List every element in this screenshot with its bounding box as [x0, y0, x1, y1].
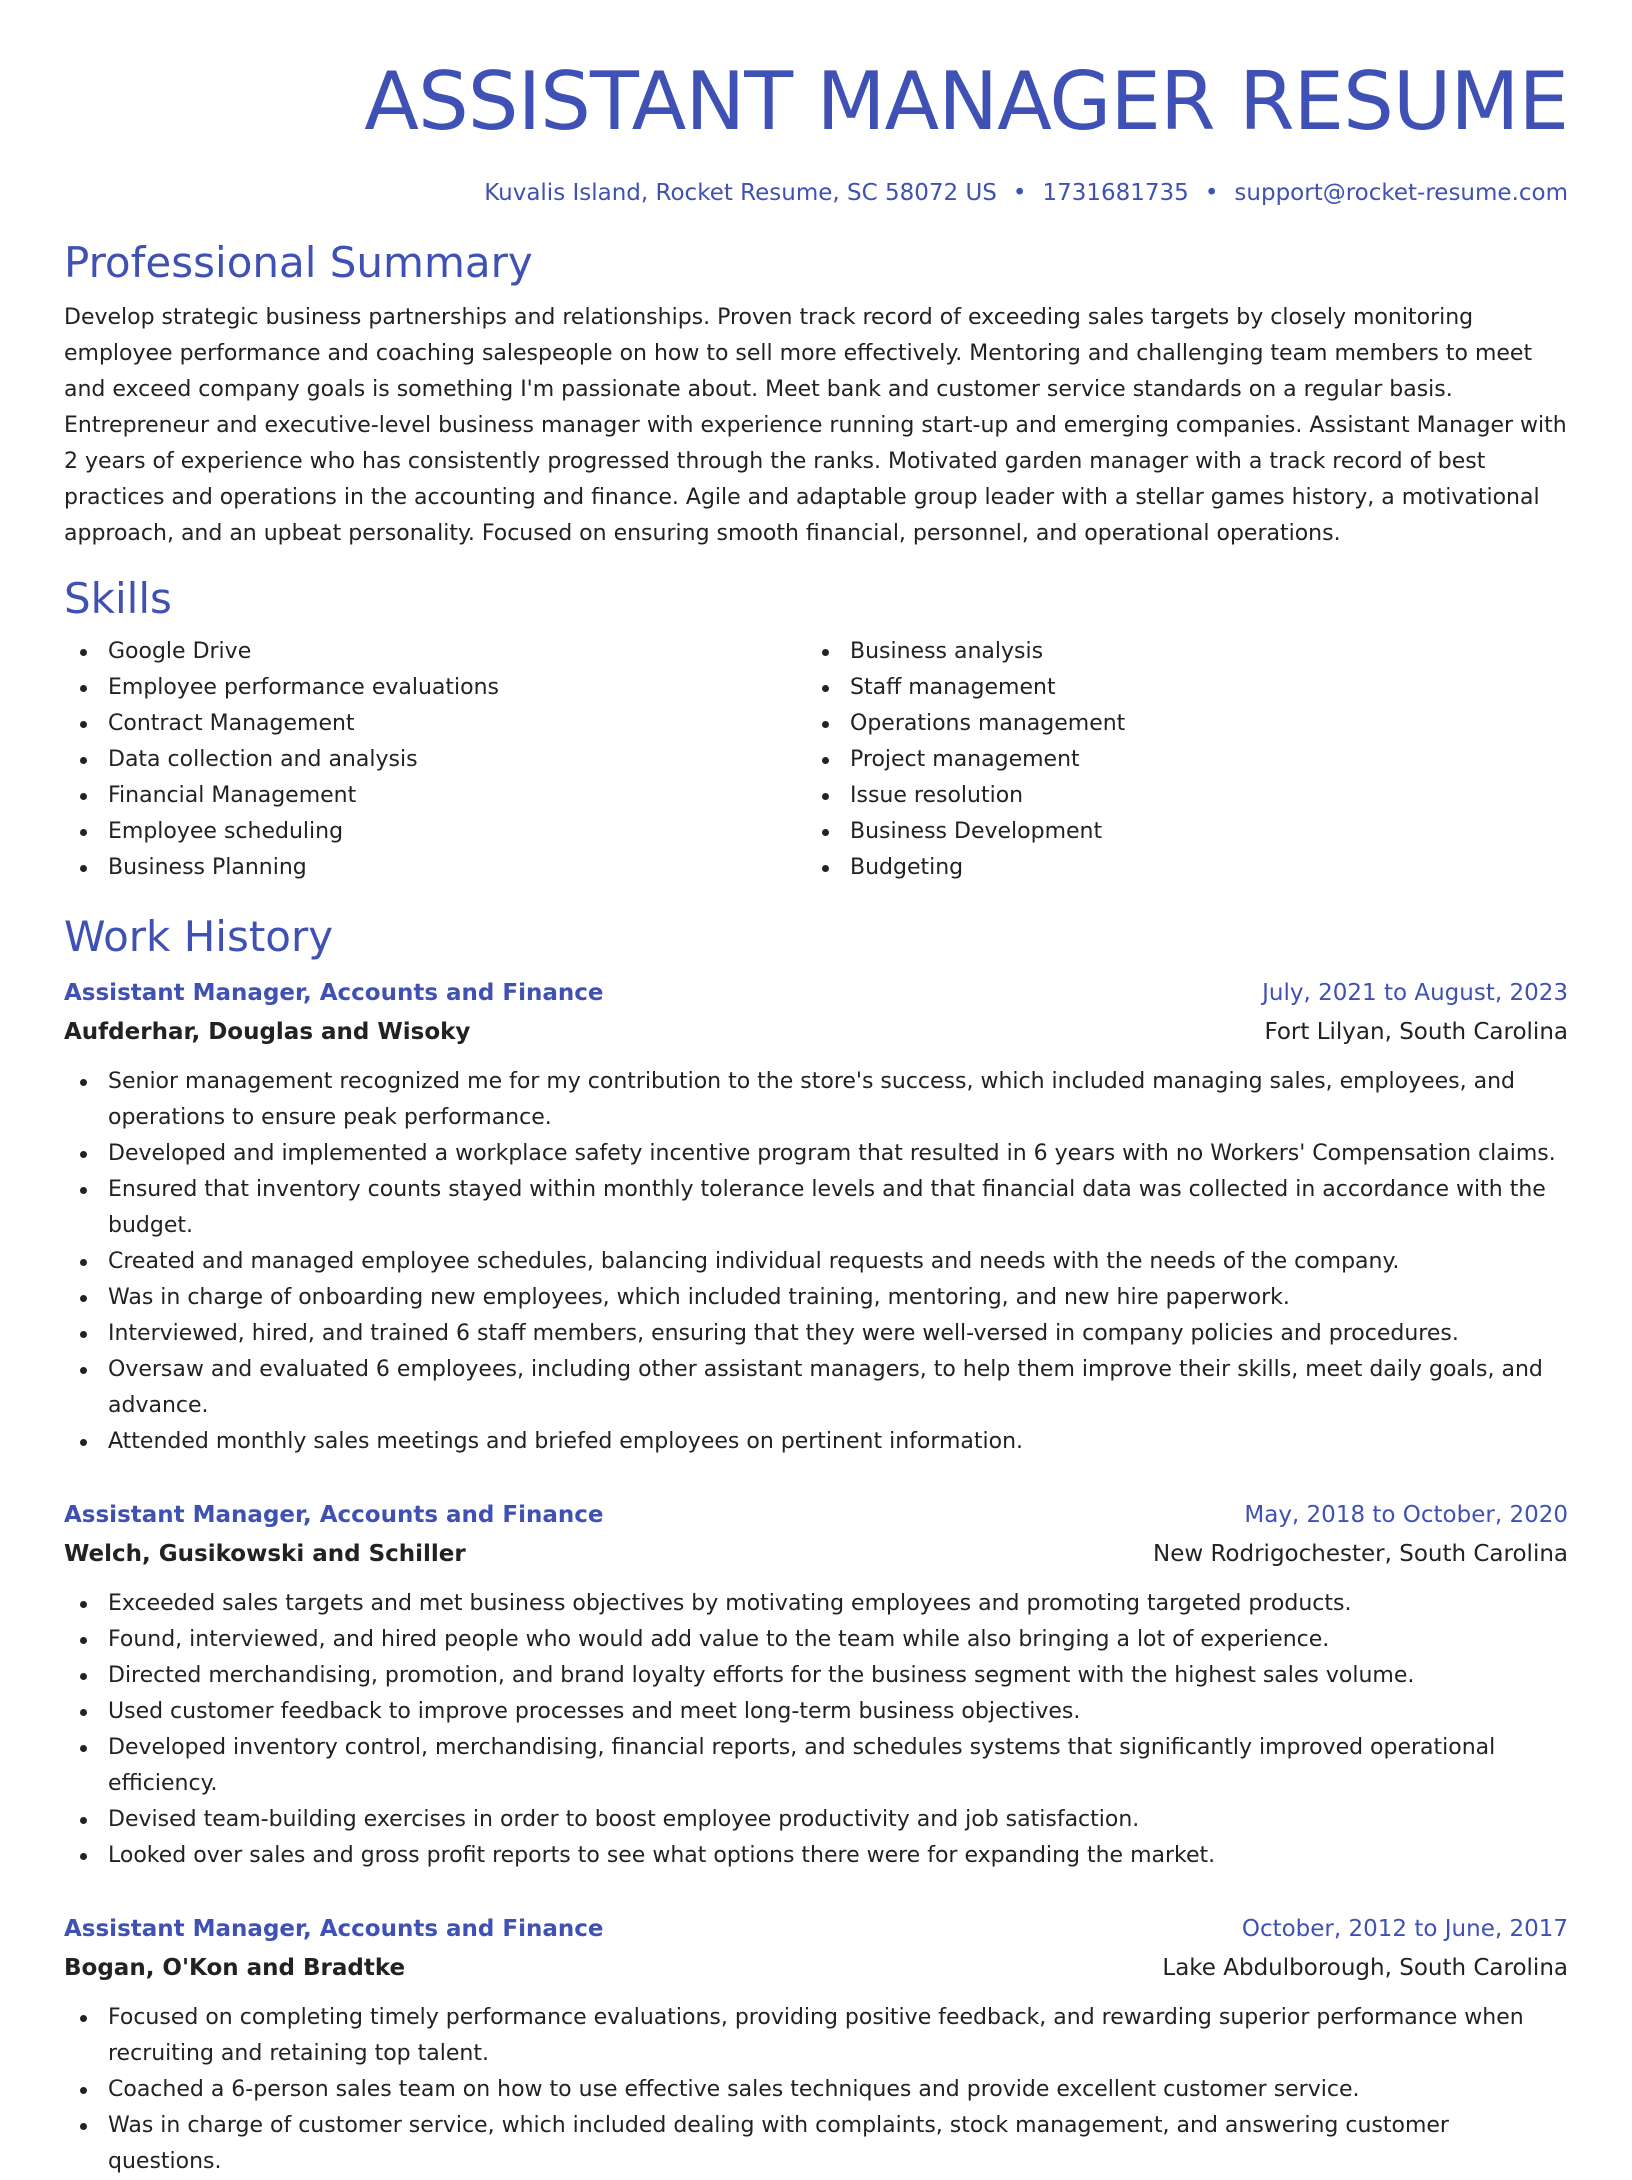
job-title-row [64, 1910, 1568, 1948]
skill-item: Data collection and analysis [64, 742, 806, 778]
skill-item: Google Drive [64, 634, 806, 670]
job-bullet: Was in charge of customer service, which included dealing with complaints, stock management, and answering customer questions. [64, 2108, 1568, 2180]
work-history-heading: Work History [64, 912, 334, 961]
job-bullet: Was in charge of onboarding new employees, which included training, mentoring, and new hire paperwork. [64, 1280, 1568, 1316]
skill-item: Project management [806, 742, 1548, 778]
job-bullets [64, 1064, 1568, 1460]
skill-item: Financial Management [64, 778, 806, 814]
skill-item: Issue resolution [806, 778, 1548, 814]
contact-separator: • [1012, 180, 1027, 206]
job-role: Assistant Manager, Accounts and Finance [64, 1916, 604, 1942]
skills-section [64, 572, 1568, 886]
job-bullet: Attended monthly sales meetings and briefed employees on pertinent information. [64, 1424, 1568, 1460]
resume-page [64, 0, 1568, 2180]
skills-heading: Skills [64, 574, 172, 623]
job-location: Fort Lilyan, South Carolina [1264, 1019, 1568, 1045]
job-title-row [64, 1496, 1568, 1534]
job-dates: July, 2021 to August, 2023 [1262, 980, 1568, 1006]
job-bullet: Found, interviewed, and hired people who would add value to the team while also bringing a lot of experience. [64, 1622, 1568, 1658]
job-company: Aufderhar, Douglas and Wisoky [64, 1019, 471, 1045]
job-bullet: Developed and implemented a workplace safety incentive program that resulted in 6 years with no Workers' Compensation claims. [64, 1136, 1568, 1172]
job-location: Lake Abdulborough, South Carolina [1162, 1955, 1568, 1981]
job-bullet: Ensured that inventory counts stayed within monthly tolerance levels and that financial data was collected in accordance with the budget. [64, 1172, 1568, 1244]
skill-item: Contract Management [64, 706, 806, 742]
skill-item: Employee performance evaluations [64, 670, 806, 706]
summary-section [64, 236, 1568, 552]
job-bullet: Used customer feedback to improve processes and meet long-term business objectives. [64, 1694, 1568, 1730]
job-bullet: Exceeded sales targets and met business objectives by motivating employees and promoting targeted products. [64, 1586, 1568, 1622]
job-entry [64, 974, 1568, 1460]
job-bullet: Focused on completing timely performance evaluations, providing positive feedback, and rewarding superior performance when recruiting and retaining top talent. [64, 2000, 1568, 2072]
job-bullet: Looked over sales and gross profit reports to see what options there were for expanding the market. [64, 1838, 1568, 1874]
skill-item: Business Planning [64, 850, 806, 886]
skill-item: Business Development [806, 814, 1548, 850]
job-bullet: Directed merchandising, promotion, and brand loyalty efforts for the business segment with the highest sales volume. [64, 1658, 1568, 1694]
job-company-row [64, 1012, 1568, 1052]
job-bullet: Senior management recognized me for my contribution to the store's success, which included managing sales, employees, and operations to ensure peak performance. [64, 1064, 1568, 1136]
skill-item: Employee scheduling [64, 814, 806, 850]
job-title-row [64, 974, 1568, 1012]
skill-item: Budgeting [806, 850, 1548, 886]
skill-item: Business analysis [806, 634, 1548, 670]
job-entry [64, 1496, 1568, 1874]
contact-line [64, 178, 1568, 208]
resume-title: ASSISTANT MANAGER RESUME [364, 55, 1568, 148]
job-company: Bogan, O'Kon and Bradtke [64, 1955, 406, 1981]
job-bullet: Interviewed, hired, and trained 6 staff members, ensuring that they were well-versed in company policies and procedures. [64, 1316, 1568, 1352]
job-company-row [64, 1534, 1568, 1574]
job-company-row [64, 1948, 1568, 1988]
job-bullet: Coached a 6-person sales team on how to use effective sales techniques and provide excellent customer service. [64, 2072, 1568, 2108]
job-entry [64, 1910, 1568, 2180]
skills-columns [64, 634, 1568, 886]
job-bullets [64, 2000, 1568, 2180]
job-role: Assistant Manager, Accounts and Finance [64, 980, 604, 1006]
contact-separator: • [1204, 180, 1219, 206]
job-bullet: Created and managed employee schedules, balancing individual requests and needs with the needs of the company. [64, 1244, 1568, 1280]
contact-address: Kuvalis Island, Rocket Resume, SC 58072 US [484, 180, 997, 206]
job-bullet: Developed inventory control, merchandising, financial reports, and schedules systems that significantly improved operational efficiency. [64, 1730, 1568, 1802]
contact-phone: 1731681735 [1042, 180, 1189, 206]
job-location: New Rodrigochester, South Carolina [1153, 1541, 1568, 1567]
skills-column-left [64, 634, 806, 886]
skill-item: Staff management [806, 670, 1548, 706]
job-role: Assistant Manager, Accounts and Finance [64, 1502, 604, 1528]
summary-heading: Professional Summary [64, 238, 533, 287]
job-bullet: Oversaw and evaluated 6 employees, including other assistant managers, to help them improve their skills, meet daily goals, and advance. [64, 1352, 1568, 1424]
job-bullet: Devised team-building exercises in order to boost employee productivity and job satisfaction. [64, 1802, 1568, 1838]
contact-email: support@rocket-resume.com [1234, 180, 1568, 206]
job-company: Welch, Gusikowski and Schiller [64, 1541, 466, 1567]
resume-header [64, 0, 1568, 208]
skills-column-right [806, 634, 1548, 886]
summary-text: Develop strategic business partnerships and relationships. Proven track record of exceeding sales targets by closely monitoring employee performance and coaching salespeople on how to sell more effectively. Mentoring and challenging team members to meet and exceed company goals is something I'm passionate about. Meet bank and customer service standards on a regular basis. Entrepreneur and executive-level business manager with experience running start-up and emerging companies. Assistant Manager with 2 years of experience who has consistently progressed through the ranks. Motivated garden manager with a track record of best practices and operations in the accounting and finance. Agile and adaptable group leader with a stellar games history, a motivational approach, and an upbeat personality. Focused on ensuring smooth financial, personnel, and operational operations. [64, 305, 1567, 546]
job-dates: May, 2018 to October, 2020 [1244, 1502, 1568, 1528]
skill-item: Operations management [806, 706, 1548, 742]
job-bullets [64, 1586, 1568, 1874]
work-history-section [64, 910, 1568, 2180]
job-dates: October, 2012 to June, 2017 [1241, 1916, 1568, 1942]
